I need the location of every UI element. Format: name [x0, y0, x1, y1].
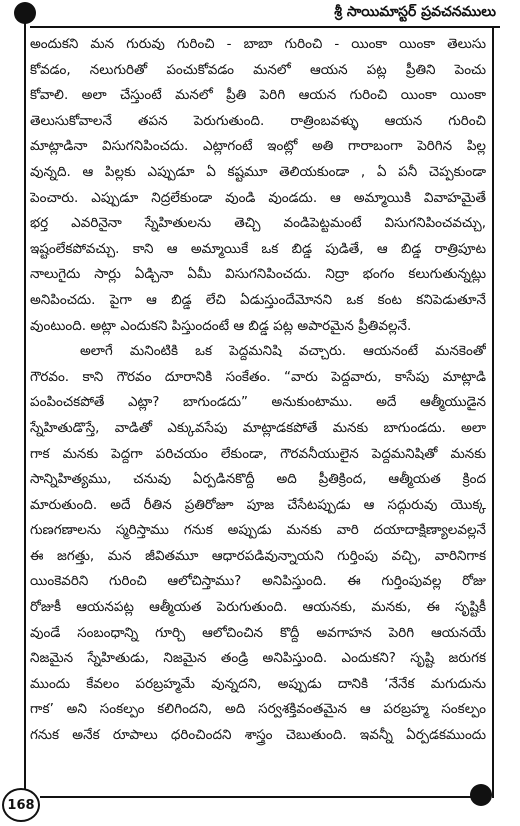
text-line: భర్త ఎవరినైనా స్నేహితులను తెచ్చి వండిపెట్టమంటే విసుగనిపించవచ్చు,: [30, 215, 486, 232]
text-line: నిజమైన స్నేహితుడు, నిజమైన తండ్రి అనిపిస్తుంది. ఎందుకని? సృష్టి జరుగక: [30, 650, 486, 667]
text-line: వున్నది. ఆ పిల్లకు ఎప్పుడూ ఏ కష్టమూ తెలియకుండా , ఏ పనీ చెప్పకుండా: [30, 163, 486, 180]
text-line: పంపించకపోతే ఎట్లా? బాగుండదు” అనుకుంటాము. అదే ఆత్మీయుడైన: [30, 394, 486, 411]
text-line: కోవాలి. అలా చేస్తుంటే మనలో ప్రీతి పెరిగి ఆయన గురించి యింకా యింకా: [30, 87, 486, 104]
text-line: మాట్లాడినా విసుగనిపించదు. ఎట్లాగంటే ఇంట్లో అతి గారాబంగా పెరిగిన పిల్ల: [30, 138, 486, 155]
text-line: సాన్నిహిత్యము, చనువు ఏర్పడినకొద్దీ అది ప్రీతిక్రింద, ఆత్మీయత క్రింద: [30, 471, 486, 488]
text-line: గాక’ అని సంకల్పం కలిగిందని, అది సర్వశక్తివంతమైన ఆ పరబ్రహ్మ సంకల్పం: [30, 701, 486, 718]
body-text: [30, 32, 486, 749]
text-line: ఇష్టంలేకపోవచ్చు. కాని ఆ అమ్మాయికే ఒక బిడ్డ పుడితే, ఆ బిడ్డ రాత్రిపూట: [30, 240, 486, 257]
text-line: గనుక అనేక రూపాలు ధరించిందని శాస్త్రం చెబుతుంది. ఇవన్నీ ఏర్పడకముందు: [30, 727, 486, 744]
text-line: పెంచారు. ఎప్పుడూ నిద్రలేకుండా వుండి వుండదు. ఆ అమ్మాయికి వివాహమైతే: [30, 189, 486, 206]
text-line: అనిపించదు. పైగా ఆ బిడ్డ లేచి ఏడుస్తుందేమోనని ఒక కంట కనిపెడుతూనే: [30, 291, 486, 308]
text-line: స్నేహితుడొస్తే, వాడితో ఎక్కువసేపు మాట్లాడకపోతే మనకు బాగుండదు. అలా: [30, 419, 486, 436]
text-line: యింకెవరిని గురించి ఆలోచిస్తాము? అనిపిస్తుంది. ఈ గుర్తింపువల్ల రోజు: [30, 573, 486, 590]
text-line: వుంటుంది. అట్లా ఎందుకని పిస్తుందంటే ఆ బిడ్డ పట్ల అపారమైన ప్రీతివల్లనే.: [30, 317, 412, 334]
text-line: గుణగణాలను స్మరిస్తాము గనుక అప్పుడు మనకు వారి దయాదాక్షిణ్యాలవల్లనే: [30, 522, 486, 539]
text-line: రోజుకీ ఆయనపట్ల ఆత్మీయత పెరుగుతుంది. ఆయనకు, మనకు, ఈ సృష్టికీ: [30, 599, 486, 616]
text-line: తెలుసుకోవాలనే తపన పెరుగుతుంది. రాత్రింబవళ్ళు ఆయన గురించి: [30, 112, 486, 129]
text-line: నాలుగైదు సార్లు ఏడ్చినా ఏమీ విసుగనిపించదు. నిద్రా భంగం కలుగుతున్నట్లు: [30, 266, 486, 283]
header-rule: [30, 26, 500, 28]
text-line: ఈ జగత్తు, మన జీవితమూ ఆధారపడివున్నాయని గుర్తింపు వచ్చి, వారినిగాక: [30, 547, 486, 564]
decorative-dot-bottom-right: [470, 784, 492, 806]
running-header-title: శ్రీ సాయిమాస్టర్ ప్రవచనములు: [334, 4, 496, 20]
right-border-rule: [492, 26, 494, 798]
text-line: అందుకని మన గురువు గురించి - బాబా గురించి - యింకా యింకా తెలుసు: [30, 36, 486, 52]
text-line: గౌరవం. కాని గౌరవం దూరానికి సంకేతం. “వారు పెద్దవారు, కాసేపు మాట్లాడి: [30, 368, 486, 385]
text-line: మారుతుంది. అదే రీతిన ప్రతిరోజూ పూజ చేసేటప్పుడు ఆ సద్గురువు యొక్క: [30, 496, 486, 513]
left-border-rule: [24, 20, 26, 792]
page-number-badge: [2, 788, 40, 822]
page-number: 168: [7, 797, 35, 813]
text-line: అలాగే మనింటికి ఒక పెద్దమనిషి వచ్చారు. ఆయనంటే మనకెంతో: [80, 343, 486, 360]
text-line: ముందు కేవలం పరబ్రహ్మమే వున్నదని, అప్పుడు దానికి ‘నేనేక మగుదును: [30, 675, 486, 692]
text-line: కోవడం, నలుగురితో పంచుకోవడం మనలో ఆయన పట్ల ప్రీతిని పెంచు: [30, 61, 486, 78]
footer-rule: [40, 796, 480, 798]
text-line: గాక మనకు పెద్దగా పరిచయం లేకుండా, గౌరవనీయులైన పెద్దమనిషితో మనకు: [30, 445, 486, 462]
text-line: వుండే సంబంధాన్ని గూర్చి ఆలోచించిన కొద్దీ అవగాహన పెరిగి ఆయనయే: [30, 624, 486, 641]
